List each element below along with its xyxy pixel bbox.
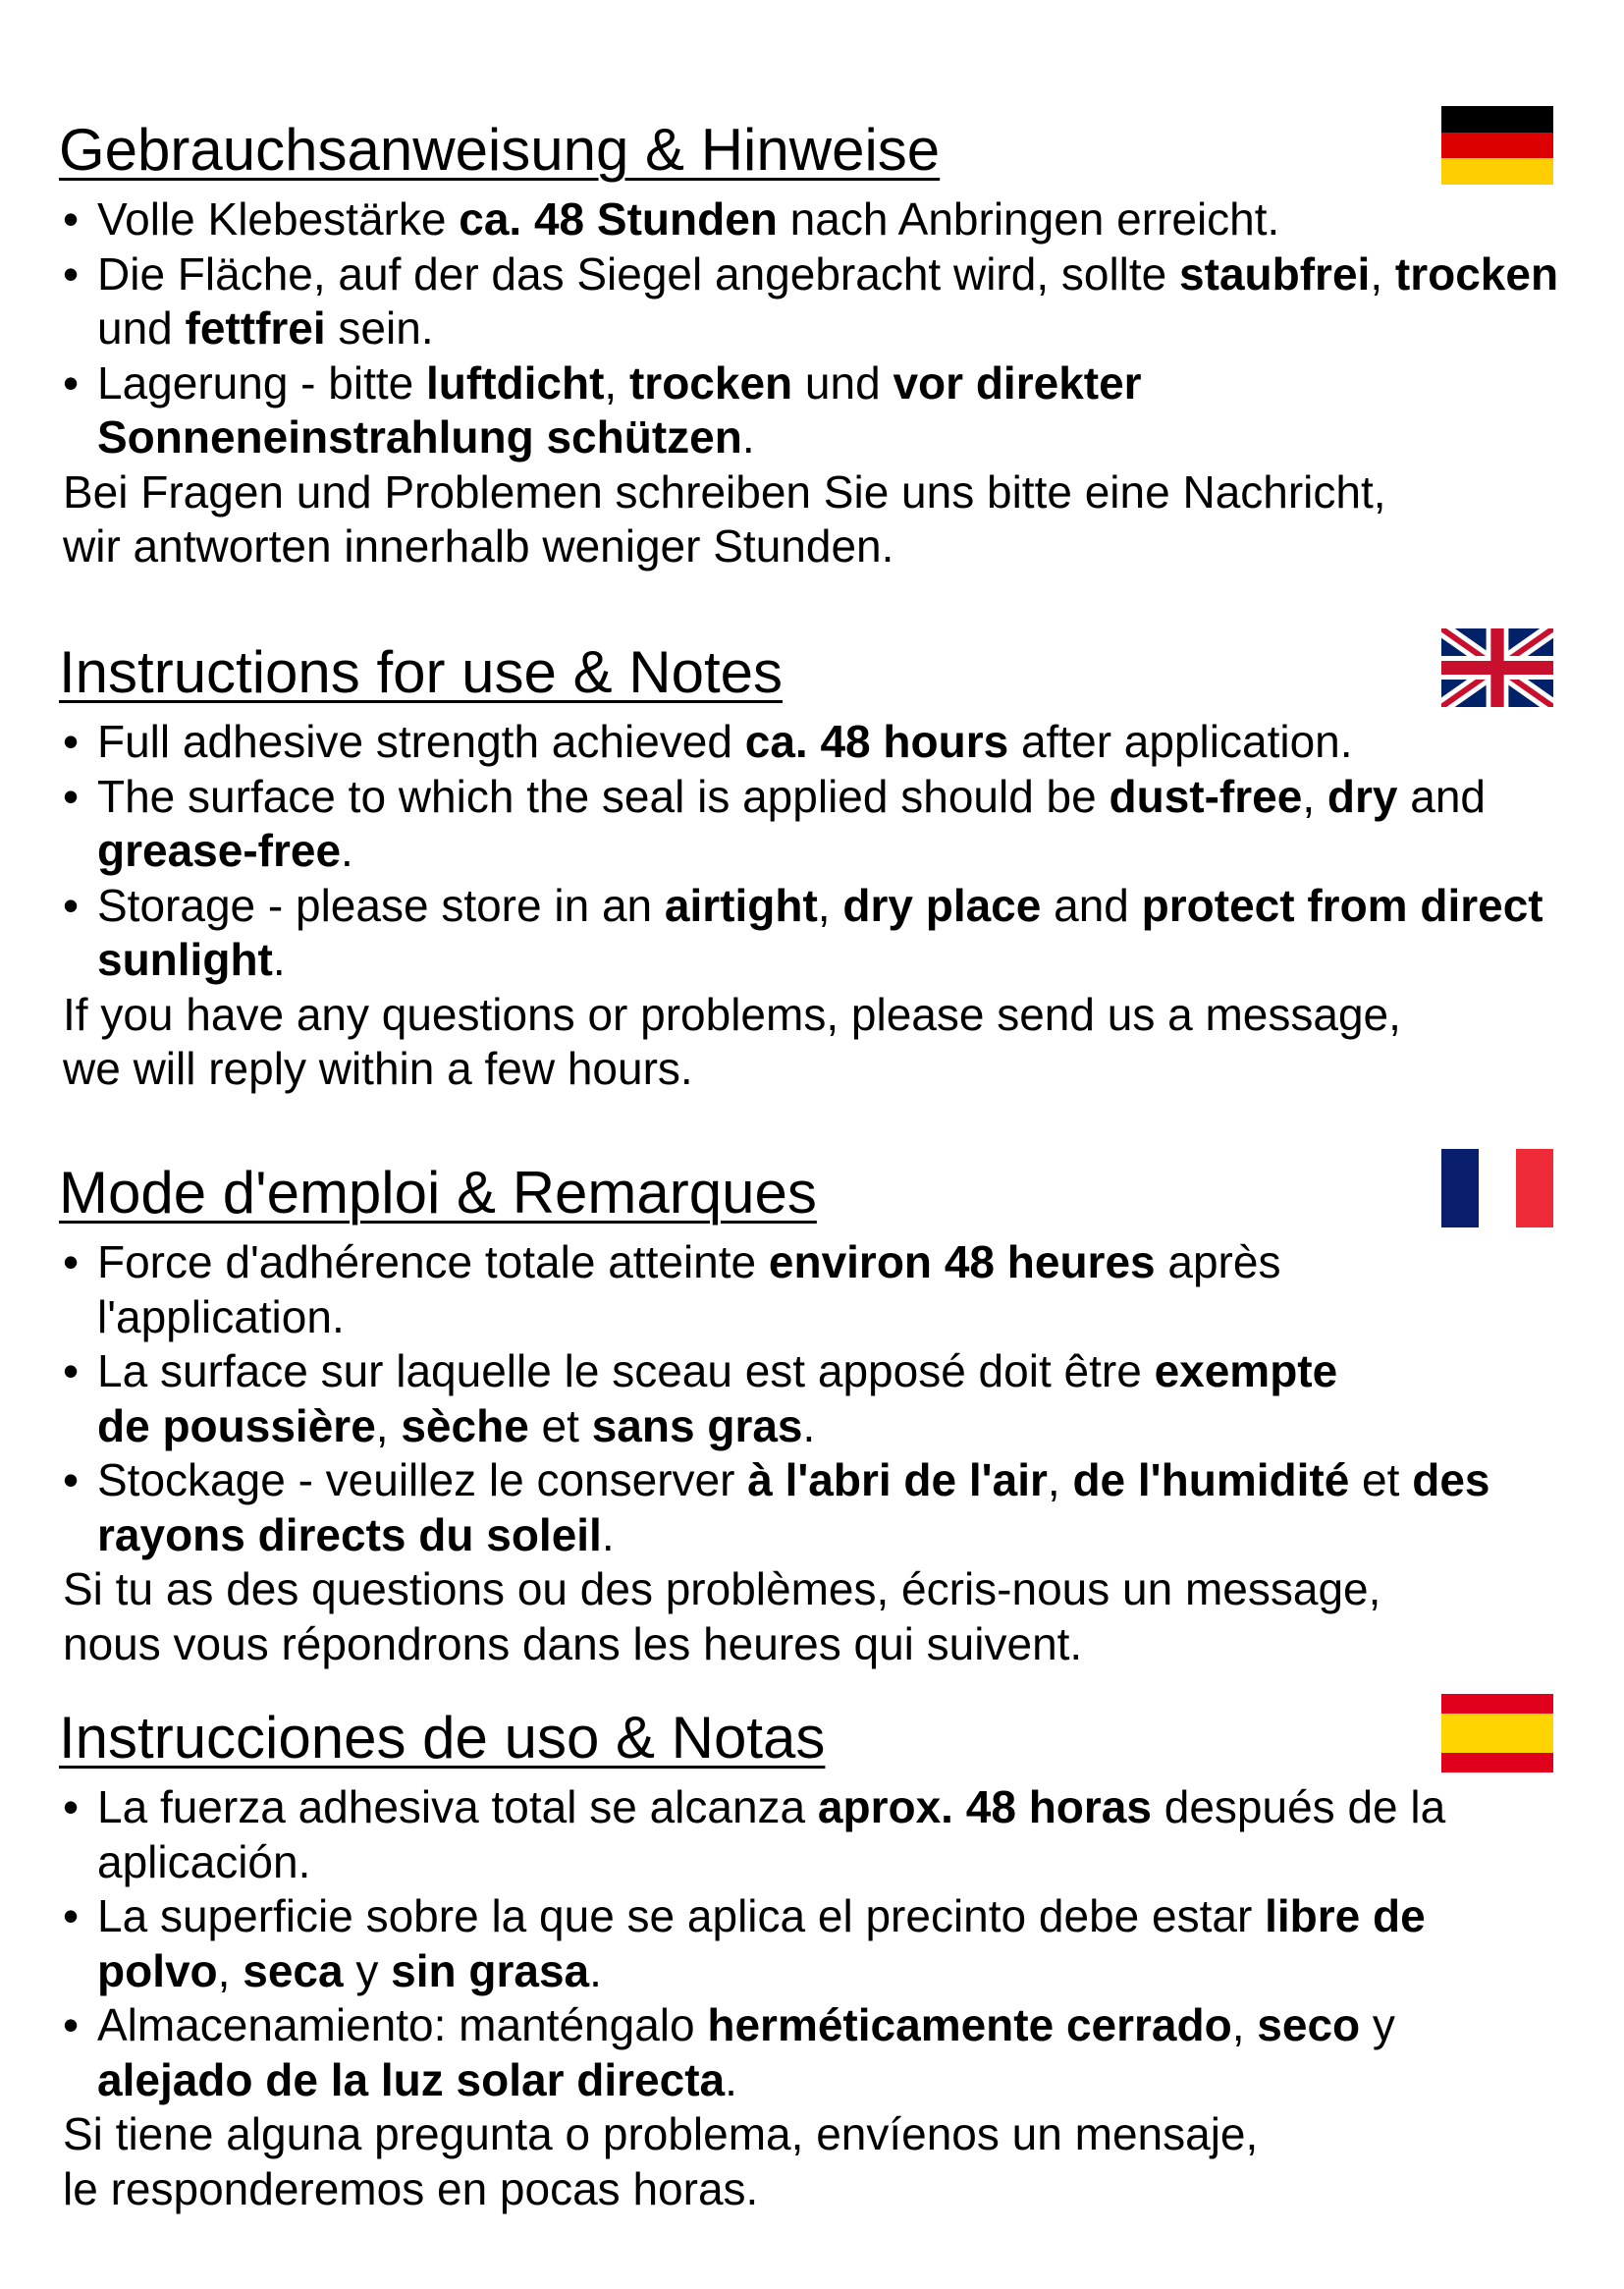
section-heading-french: Mode d'emploi & Remarques bbox=[59, 1160, 817, 1226]
uk-flag-icon bbox=[1441, 628, 1553, 707]
german-flag-icon bbox=[1441, 106, 1553, 185]
bullet-item: • Stockage - veuillez le conserver à l'abri de l'air, de l'humidité et des rayons directs du soleil. bbox=[63, 1453, 1531, 1562]
bullet-item: • Storage - please store in an airtight, dry place and protect from direct sunlight. bbox=[63, 879, 1575, 988]
section-body-french bbox=[63, 1235, 1575, 1671]
bullet-item: • La superficie sobre la que se aplica el precinto debe estar libre de polvo, seca y sin grasa. bbox=[63, 1889, 1452, 1998]
contact-note: Si tiene alguna pregunta o problema, envíenos un mensaje, le responderemos en pocas horas. bbox=[63, 2108, 1259, 2214]
section-heading-spanish: Instrucciones de uso & Notas bbox=[59, 1705, 826, 1771]
bullet-item: • Die Fläche, auf der das Siegel angebracht wird, sollte staubfrei, trocken und fettfrei sein. bbox=[63, 247, 1575, 356]
bullet-item: • Almacenamiento: manténgalo herméticamente cerrado, seco y alejado de la luz solar directa. bbox=[63, 1998, 1472, 2107]
french-flag-icon bbox=[1441, 1149, 1553, 1227]
contact-note: If you have any questions or problems, please send us a message, we will reply within a few hours. bbox=[63, 988, 1401, 1094]
section-body-german bbox=[63, 192, 1575, 574]
bullet-item: • La surface sur laquelle le sceau est apposé doit être exempte de poussière, sèche et sans gras. bbox=[63, 1344, 1393, 1453]
bullet-item: • Full adhesive strength achieved ca. 48 hours after application. bbox=[63, 715, 1575, 770]
spanish-flag-icon bbox=[1441, 1694, 1553, 1772]
section-heading-german: Gebrauchsanweisung & Hinweise bbox=[59, 117, 941, 183]
bullet-item: • La fuerza adhesiva total se alcanza aprox. 48 horas después de la aplicación. bbox=[63, 1780, 1521, 1889]
section-body-english bbox=[63, 715, 1575, 1097]
section-body-spanish bbox=[63, 1780, 1575, 2216]
section-heading-english: Instructions for use & Notes bbox=[59, 639, 783, 705]
bullet-item: • Force d'adhérence totale atteinte environ 48 heures après l'application. bbox=[63, 1235, 1452, 1344]
contact-note: Si tu as des questions ou des problèmes, écris-nous un message, nous vous répondrons dans les heures qui suivent. bbox=[63, 1563, 1381, 1669]
bullet-item: • The surface to which the seal is applied should be dust-free, dry and grease-free. bbox=[63, 770, 1575, 879]
bullet-item: • Volle Klebestärke ca. 48 Stunden nach Anbringen erreicht. bbox=[63, 192, 1575, 247]
bullet-item: • Lagerung - bitte luftdicht, trocken und vor direkter Sonneneinstrahlung schützen. bbox=[63, 356, 1575, 465]
contact-note: Bei Fragen und Problemen schreiben Sie uns bitte eine Nachricht, wir antworten innerhalb weniger Stunden. bbox=[63, 465, 1386, 572]
